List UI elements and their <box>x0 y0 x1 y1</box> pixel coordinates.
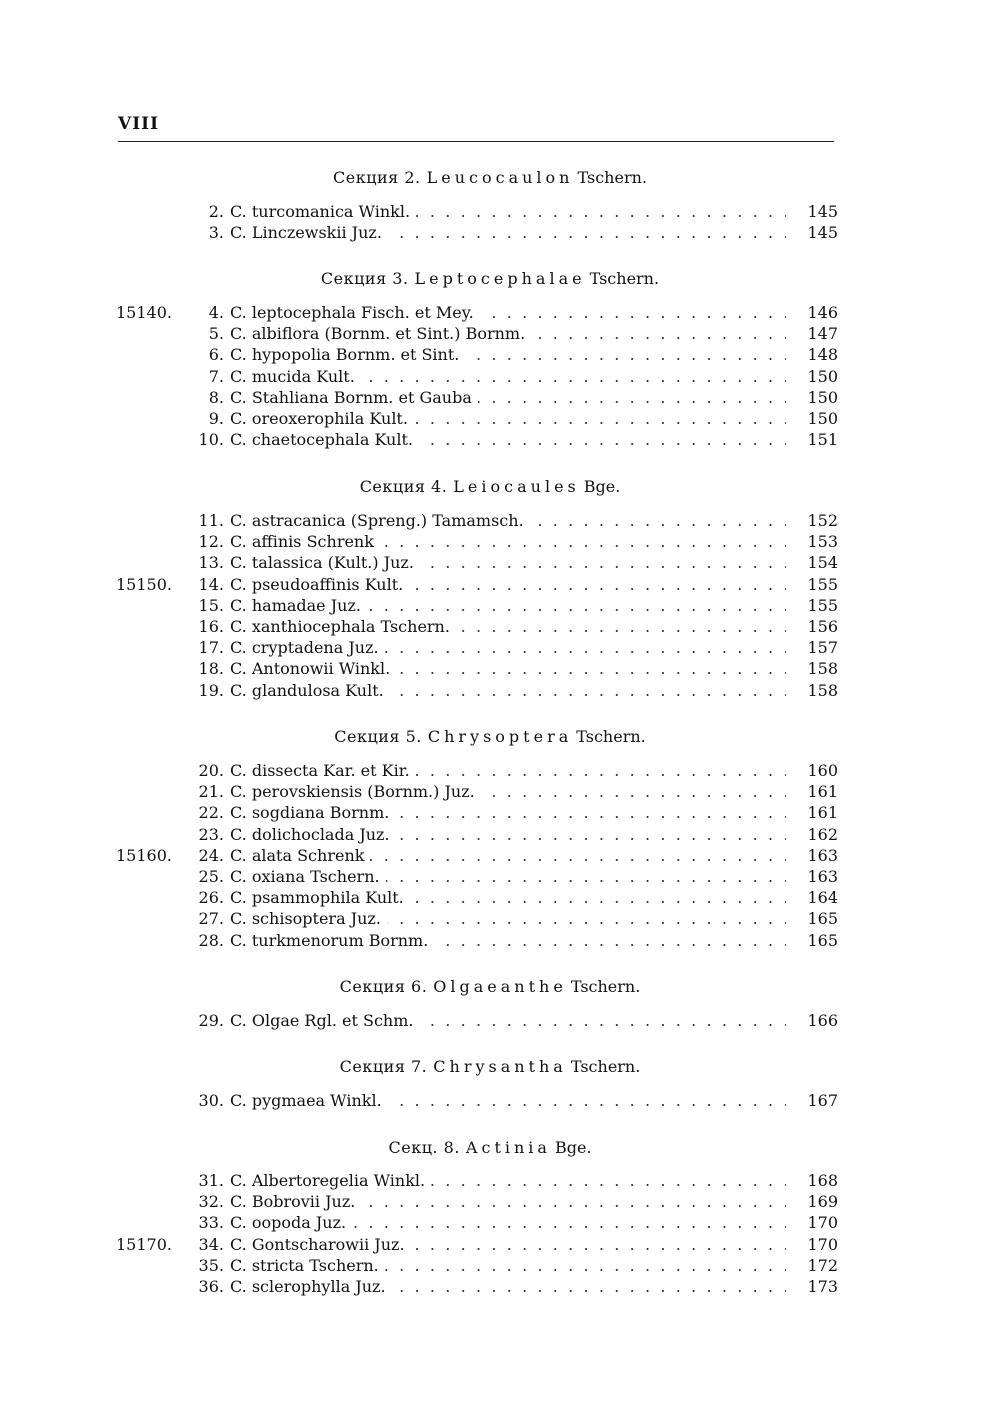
section-heading <box>200 977 780 996</box>
entry-species-name <box>230 222 786 244</box>
toc-entry <box>0 510 1000 532</box>
entry-number: 35. <box>198 1255 224 1275</box>
entry-number: 6. <box>208 345 224 365</box>
entry-page-number: 160 <box>807 761 838 780</box>
entry-page-number: 156 <box>807 617 838 636</box>
entry-page-number: 158 <box>807 680 838 700</box>
toc-entry <box>0 595 1000 617</box>
entry-page-number: 150 <box>807 387 838 407</box>
section-heading <box>200 1138 780 1157</box>
entry-species-name <box>230 781 786 803</box>
toc-entry <box>0 552 1000 574</box>
entry-species-label: C. psammophila Kult. <box>230 888 410 907</box>
entry-number: 7. <box>208 366 224 386</box>
entry-page-number: 173 <box>807 1277 838 1296</box>
section-name: Olgaeanthe <box>433 977 567 996</box>
entry-number: 30. <box>198 1091 224 1110</box>
section-prefix: Секция 5. <box>334 727 422 746</box>
toc-entry <box>0 201 1000 223</box>
entry-page-number: 157 <box>807 638 838 658</box>
section-author: Tschern. <box>576 727 646 746</box>
toc-entry <box>0 658 1000 680</box>
toc-entry <box>0 429 1000 451</box>
entry-species-label: C. xanthiocephala Tschern. <box>230 617 456 636</box>
toc-entry <box>0 781 1000 803</box>
entry-species-label: C. alata Schrenk <box>230 846 370 865</box>
entry-page-number: 161 <box>807 803 838 823</box>
entry-species-name <box>230 802 786 824</box>
entry-page-number: 155 <box>807 595 838 615</box>
entry-page-number: 150 <box>807 409 838 428</box>
entry-species-name <box>230 408 786 430</box>
header-rule <box>118 141 834 142</box>
entry-species-name <box>230 845 786 867</box>
entry-species-name <box>230 760 786 782</box>
toc-entry <box>0 323 1000 345</box>
entry-number: 34. <box>198 1234 224 1254</box>
entry-number: 17. <box>198 638 224 658</box>
entry-number: 4. <box>208 303 224 322</box>
toc-entry <box>0 1191 1000 1213</box>
section-prefix: Секция 6. <box>339 977 428 996</box>
entry-species-name <box>230 1191 786 1213</box>
entry-page-number: 165 <box>807 909 838 929</box>
toc-entry <box>0 222 1000 244</box>
entry-number: 11. <box>198 511 224 530</box>
entry-species-name <box>230 887 786 909</box>
entry-species-label: C. oreoxerophila Kult. <box>230 409 414 428</box>
entry-number: 28. <box>198 930 224 950</box>
toc-entry <box>0 1090 1000 1112</box>
entry-number: 19. <box>198 680 224 700</box>
entry-number: 36. <box>198 1277 224 1296</box>
entry-number: 23. <box>198 824 224 844</box>
entry-species-label: C. perovskiensis (Bornm.) Juz. <box>230 782 481 801</box>
entry-number: 20. <box>198 761 224 780</box>
section-prefix: Секц. 8. <box>388 1138 460 1157</box>
entry-species-name <box>230 323 786 345</box>
entry-page-number: 170 <box>807 1213 838 1233</box>
toc-entry <box>0 1234 1000 1256</box>
entry-number: 32. <box>198 1192 224 1212</box>
section-author: Tschern. <box>589 269 660 288</box>
entry-catalog-code: 15150. <box>116 574 172 594</box>
entry-species-name <box>230 908 786 930</box>
entry-page-number: 164 <box>807 888 838 908</box>
entry-species-label: C. pseudoaffinis Kult. <box>230 575 409 594</box>
entry-species-label: C. Albertoregelia Winkl. <box>230 1171 431 1190</box>
toc-entry <box>0 845 1000 867</box>
entry-number: 22. <box>198 803 224 823</box>
entry-page-number: 152 <box>807 511 838 530</box>
entry-page-number: 155 <box>807 574 838 594</box>
entry-species-name <box>230 866 786 888</box>
entry-species-name <box>230 387 786 409</box>
toc-entry <box>0 908 1000 930</box>
entry-species-name <box>230 1234 786 1256</box>
toc-entry <box>0 574 1000 596</box>
section-heading <box>200 477 780 496</box>
entry-species-name <box>230 344 786 366</box>
entry-number: 10. <box>198 430 224 450</box>
entry-number: 26. <box>198 888 224 908</box>
entry-page-number: 151 <box>807 430 838 450</box>
entry-species-label: C. oopoda Juz. <box>230 1213 352 1232</box>
section-author: Tschern. <box>570 977 641 996</box>
toc-entry <box>0 387 1000 409</box>
entry-page-number: 165 <box>807 930 838 950</box>
toc-entry <box>0 616 1000 638</box>
entry-species-label: C. dolichoclada Juz. <box>230 825 396 844</box>
entry-number: 21. <box>198 782 224 802</box>
entry-species-label: C. cryptadena Juz. <box>230 638 385 657</box>
entry-page-number: 167 <box>807 1091 838 1110</box>
entry-number: 8. <box>208 387 224 407</box>
section-heading <box>200 269 780 288</box>
entry-species-label: C. albiflora (Bornm. et Sint.) Bornm. <box>230 324 531 343</box>
entry-species-label: C. glandulosa Kult. <box>230 681 390 700</box>
toc-entry <box>0 1010 1000 1032</box>
section-prefix: Секция 7. <box>339 1057 428 1076</box>
entry-page-number: 153 <box>807 532 838 552</box>
entry-page-number: 158 <box>807 659 838 679</box>
toc-entry <box>0 1170 1000 1192</box>
entry-species-label: C. oxiana Tschern. <box>230 867 386 886</box>
entry-species-label: C. hamadae Juz. <box>230 596 367 615</box>
entry-number: 18. <box>198 659 224 679</box>
entry-species-name <box>230 366 786 388</box>
section-name: Actinia <box>465 1138 551 1157</box>
entry-catalog-code: 15170. <box>116 1234 172 1254</box>
entry-page-number: 169 <box>807 1192 838 1212</box>
entry-page-number: 163 <box>807 845 838 865</box>
entry-species-label: C. schisoptera Juz. <box>230 909 387 928</box>
entry-species-label: C. turkmenorum Bornm. <box>230 931 434 950</box>
toc-entry <box>0 408 1000 430</box>
section-heading <box>200 168 780 187</box>
entry-page-number: 163 <box>807 867 838 886</box>
entry-page-number: 161 <box>807 782 838 802</box>
entry-species-label: C. chaetocephala Kult. <box>230 430 419 449</box>
entry-number: 16. <box>198 617 224 636</box>
toc-entry <box>0 680 1000 702</box>
section-heading <box>200 727 780 746</box>
section-prefix: Секция 2. <box>333 168 421 187</box>
toc-entry <box>0 302 1000 324</box>
toc-entry <box>0 866 1000 888</box>
section-name: Leptocephalae <box>414 269 586 288</box>
entry-species-name <box>230 531 786 553</box>
entry-number: 5. <box>208 324 224 344</box>
entry-number: 31. <box>198 1171 224 1190</box>
entry-species-name <box>230 302 786 324</box>
section-author: Tschern. <box>577 168 647 187</box>
entry-page-number: 150 <box>807 366 838 386</box>
entry-species-label: C. hypopolia Bornm. et Sint. <box>230 345 465 364</box>
entry-number: 3. <box>208 223 224 243</box>
entry-catalog-code: 15160. <box>116 845 172 865</box>
entry-number: 25. <box>198 867 224 886</box>
entry-number: 29. <box>198 1011 224 1030</box>
entry-species-name <box>230 658 786 680</box>
entry-species-name <box>230 824 786 846</box>
entry-species-label: C. leptocephala Fisch. et Mey. <box>230 303 480 322</box>
toc-entry <box>0 887 1000 909</box>
section-name: Leucocaulon <box>426 168 574 187</box>
entry-species-name <box>230 1255 786 1277</box>
entry-species-label: C. turcomanica Winkl. <box>230 202 416 221</box>
section-prefix: Секция 4. <box>359 477 448 496</box>
section-author: Bge. <box>554 1138 592 1157</box>
entry-species-name <box>230 616 786 638</box>
toc-entry <box>0 930 1000 952</box>
toc-entry <box>0 760 1000 782</box>
toc-entry <box>0 531 1000 553</box>
toc-entry <box>0 637 1000 659</box>
entry-number: 24. <box>198 845 224 865</box>
entry-species-label: C. Olgae Rgl. et Schm. <box>230 1011 419 1030</box>
entry-species-name <box>230 552 786 574</box>
toc-entry <box>0 1276 1000 1298</box>
entry-number: 33. <box>198 1213 224 1233</box>
entry-page-number: 146 <box>807 303 838 322</box>
entry-species-label: C. sclerophylla Juz. <box>230 1277 392 1296</box>
entry-number: 2. <box>208 202 224 221</box>
entry-species-name <box>230 1212 786 1234</box>
entry-page-number: 147 <box>807 324 838 344</box>
entry-number: 14. <box>198 574 224 594</box>
entry-page-number: 145 <box>807 223 838 243</box>
toc-entry <box>0 366 1000 388</box>
entry-species-label: C. Bobrovii Juz. <box>230 1192 361 1211</box>
entry-species-label: C. talassica (Kult.) Juz. <box>230 553 420 572</box>
page-number: VIII <box>118 114 160 134</box>
entry-species-label: C. pygmaea Winkl. <box>230 1091 388 1110</box>
entry-number: 9. <box>208 409 224 428</box>
section-name: Leiocaules <box>453 477 580 496</box>
entry-species-name <box>230 1170 786 1192</box>
entry-page-number: 148 <box>807 345 838 365</box>
entry-page-number: 172 <box>807 1255 838 1275</box>
entry-species-label: C. Gontscharowii Juz. <box>230 1235 411 1254</box>
entry-number: 13. <box>198 553 224 573</box>
entry-species-name <box>230 930 786 952</box>
section-author: Tschern. <box>570 1057 641 1076</box>
toc-entry <box>0 802 1000 824</box>
entry-number: 27. <box>198 909 224 929</box>
section-author: Bge. <box>583 477 621 496</box>
entry-page-number: 166 <box>807 1011 838 1030</box>
entry-page-number: 170 <box>807 1234 838 1254</box>
section-heading <box>200 1057 780 1076</box>
entry-species-name <box>230 201 786 223</box>
entry-species-name <box>230 1010 786 1032</box>
entry-species-label: C. Antonowii Winkl. <box>230 659 396 678</box>
entry-catalog-code: 15140. <box>116 303 172 322</box>
entry-species-name <box>230 595 786 617</box>
entry-page-number: 154 <box>807 553 838 573</box>
toc-entry <box>0 824 1000 846</box>
toc-entry <box>0 1212 1000 1234</box>
entry-species-name <box>230 429 786 451</box>
entry-number: 12. <box>198 532 224 552</box>
entry-page-number: 145 <box>807 202 838 221</box>
entry-species-name <box>230 1090 786 1112</box>
entry-species-label: C. affinis Schrenk <box>230 532 380 551</box>
entry-page-number: 162 <box>807 824 838 844</box>
section-name: Chrysantha <box>433 1057 567 1076</box>
entry-species-label: C. Stahliana Bornm. et Gauba <box>230 388 478 407</box>
entry-species-label: C. sogdiana Bornm. <box>230 803 395 822</box>
entry-species-name <box>230 680 786 702</box>
entry-species-label: C. stricta Tschern. <box>230 1256 385 1275</box>
toc-entry <box>0 344 1000 366</box>
entry-species-label: C. astracanica (Spreng.) Tamamsch. <box>230 511 530 530</box>
entry-number: 15. <box>198 595 224 615</box>
entry-species-label: C. mucida Kult. <box>230 367 361 386</box>
entry-species-name <box>230 574 786 596</box>
section-name: Chrysoptera <box>427 727 573 746</box>
entry-page-number: 168 <box>807 1171 838 1190</box>
toc-entry <box>0 1255 1000 1277</box>
section-prefix: Секция 3. <box>320 269 409 288</box>
entry-species-name <box>230 637 786 659</box>
entry-species-name <box>230 510 786 532</box>
entry-species-label: C. Linczewskii Juz. <box>230 223 388 242</box>
entry-species-label: C. dissecta Kar. et Kir. <box>230 761 416 780</box>
entry-species-name <box>230 1276 786 1298</box>
